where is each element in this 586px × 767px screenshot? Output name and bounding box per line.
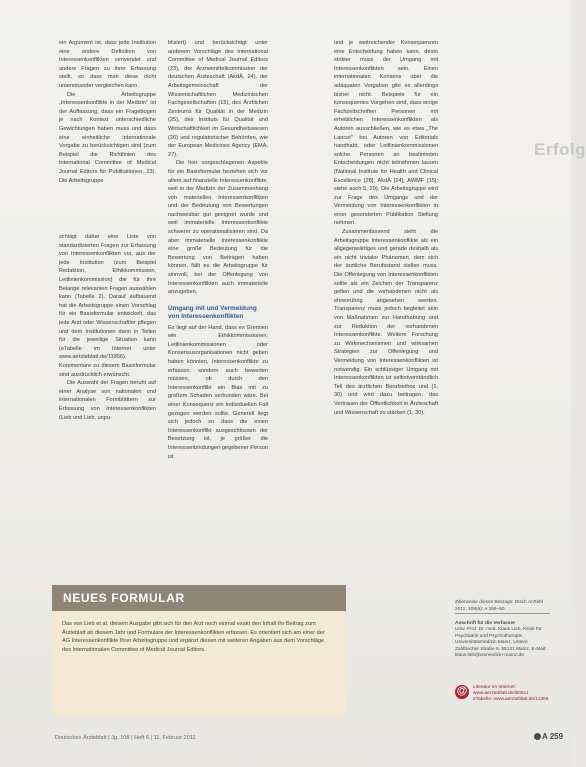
page-number-text: A 259 [542,732,564,741]
paragraph: Zusammenfassend sieht die Arbeitsgruppe Interessenkonflikte als ein allgegenwärtiges und gerade deshalb als ein nicht trivialer Phänomen, dem sich der ärztliche Berufsstand stellen muss. Die Offenlegung von Interessenkonflikten sollte als ein Zeichen der Transparenz gelten und die vorhandenen nicht als ehrenrührig angesehen werden. Transparenz muss jedoch begleitet sein von Maßnahmen zur Handhabung und zur Reduktion der vorhandenen Interessenkonflikte. Weitere Forschung zu Wirkmechanismen und wirksamen Strategien zur Offenlegung und Vermeidung von Interessenkonflikten ist notwendig. Ein schlüssiger Umgang mit Interessenkonflikten ist selbstverständlich Teil des ärztlichen Berufsethos und (1, 30) und wird dazu beitragen, das Vertrauen der Öffentlichkeit in Ärzteschaft und Wissenschaft zu stärken (1, 30). [334,229,438,416]
paragraph: ein Argument ist, dass jede Institution eine andere Definition von Interessenkonflikten verwendet und andere Fragen zu ihrer Erfassung stellt, so dass man diese nicht untereinander vergleichen kann. [59,40,156,89]
at-icon: @ [456,685,468,697]
paragraph: Die Arbeitsgruppe „Interessenkonflikte in der Medizin" ist der Auffassung, dass ein Fragebogen je nach Kontext unterschiedliche Gewichtungen haben muss und dass eine einheitliche internationale Vorgabe zu berücksichtigen sind (zum Beispiel die Richtlinien des International Committee of Medical Journal Editors für Publikationen, 23). Die Arbeitsgruppe [59,91,156,184]
section-watermark: Erfolg [534,140,586,159]
address-heading: Anschrift für die Verfasser [455,621,515,626]
literature-link[interactable]: www.aerzteblatt.de/lit0611 [473,691,529,697]
paragraph: bliziert) und berücksichtigt unter anderem Vorschläge des International Committee of Medical Journal Editors (23), der Arzneimittelkommission der deutschen Ärzteschaft (AkdÄ, 24), der Arbeitsgemeinschaft der Wissenschaftlichen Medizinischen Fachgesellschaften (15), des Ärztlichen Zentrums für Qualität in der Medizin (25), des Instituts für Qualität und Wirtschaftlichkeit im Gesundheitswesen (26) und regulatorischer Behörden, wie der European Medicines Agency (EMA, 27). [168,40,268,158]
paragraph: Die Auswahl der Fragen beruht auf einer Analyse von nationalen und internationalen Formblättern zur Erfassung von Interessenkonflikten (Lieb und Lieb, unpu- [59,380,156,421]
citation-note: Zitierweise dieses Beitrags: Dtsch Arztebl 2011; 108(6): A 256–60 [455,600,543,612]
literature-label: Literatur im Internet: [473,685,516,690]
paragraph: Die hier vorgeschlagenen Aspekte für ein Basisformular beziehen sich vor allem auf finanzielle Interessenkonflikte, weil in der Medizin der Zusammenhang von materiellen Interessenkonflikten und der Bedeutung von Bewertungen nachweisbar gut geeignet wurde und weil immaterielle Interessenkonflikte schwerer zu operationalisieren sind. Da aber immaterielle Interessenkonflikte eine große Bedeutung für die Bewertung von Beiträgen haben können, fällt es die Arbeitsgruppe für sinnvoll, bei der Offenlegung von Interessenkonflikten auch immaterielle anzugeben. [168,160,268,296]
address-text: Univ.-Prof. Dr. med. Klaus Lieb, Klinik für Psychiatrie und Psychotherapie, Universitätsmedizin Mainz, Untere Zahlbacher Straße 8, 55131 Mainz, E-Mail: klaus.lieb@unimedizin-mainz.de [455,627,547,659]
text-column-1 [59,39,156,422]
paragraph: Es liegt auf der Hand, dass es Gremien wie Ethikkommissionen, Leitlinienkommissionen oder Konsensusorganisationen nicht geben haben könnten, Interessenkonflikte zu erfassen, sondern auch bewerten müssen, ob durch den Interessenkonflikt ein Bias mit zu großem Schaden verbunden wäre. Bei einer Konsequenz ein individuellen Fall gezogen werden sollte. Generell liegt sich jedoch so dass die einen Interessenkonflikt ausgeschlossen der Besetzung ist, je größer die Interessenbindungen gegebener Person ist [168,324,268,460]
text-column-3 [334,39,438,417]
web-links-text [473,685,563,704]
section-heading: Umgang mit und Vermeidung von Interessenkonflikten [168,304,257,321]
info-box-text: Das von Lieb et al. diesem Ausgabe gibt sich für den Arzt noch einmal exakt den Inhalt Ihr Beitrag zum Ärzteblatt ab diesem Jahr und Formulare der Interessenkonflikten erfassen. Es orientiert sich am einer der AG Interessenkonflikte Ihrer Arbeitsgruppe und ergänzt diesen mit weiteren Angaben aus dem Vorschläge des Internationalen Committee of Medical Journal Editors. [62,621,325,653]
copyright-circle-icon [534,733,541,740]
author-address [455,621,550,659]
etable-link[interactable]: eTabelle: www.aerzteblatt.de/11356 [473,697,549,703]
paragraph: und je weitreichender Konsequenzen eine Entscheidung haben kann, desto strikter muss der Umgang mit Interessenkonflikten sein. Einen internationalen Konsens über die adäquaten Vorgaben gibt es allerdings bisher nicht. Beispiele für ein konsequentes Vorgehen sind, dass einige Fachzeitschriften Personen mit erheblichen Interessenkonflikten als Autoren ausschließen, wie es etwa „The Lancet" bei Autoren von Editorials handhabt, oder Leitlinienkommissionen solche Personen an bestimmten Entscheidungen nicht teilnehmen lassen (National Institute for Health and Clinical Excellence [28], AkdÄ [24], AWMF [15]; siehe auch 5, 29). Die Arbeitsgruppe wird zur Frage des Umgangs und der Vermeidung von Interessenkonflikten in einer gesonderten Publikation Stellung nehmen. [334,40,438,227]
journal-footer: Deutsches Ärzteblatt | Jg. 108 | Heft 6 | 11. Februar 2011 [55,735,196,741]
text-column-2 [168,39,268,461]
divider [455,613,550,614]
paragraph: schlägt daher eine Liste von standardisierten Fragen zur Erfassung von Interessenkonflikten vor, aus der jede Institution (zum Beispiel Redaktion, Ethikkommission, Leitlinienkommission) die für ihre Belange relevanten Fragen auswählen kann (Tabelle 2). Darauf aufbauend hat die Arbeitsgruppe einen Vorschlag für ein Basisformular entwickelt, das jede Arzt oder Wissenschaftler pflegen und dem Institutionen dann in Teilen für die jeweilige Situation kann (eTabelle im Internet unter www.aerzteblatt.de/11356). Kommentare zu diesem Basisformular sind ausdrücklich erwünscht. [59,234,156,378]
info-box-title: NEUES FORMULAR [52,585,346,611]
page-number [534,732,563,741]
